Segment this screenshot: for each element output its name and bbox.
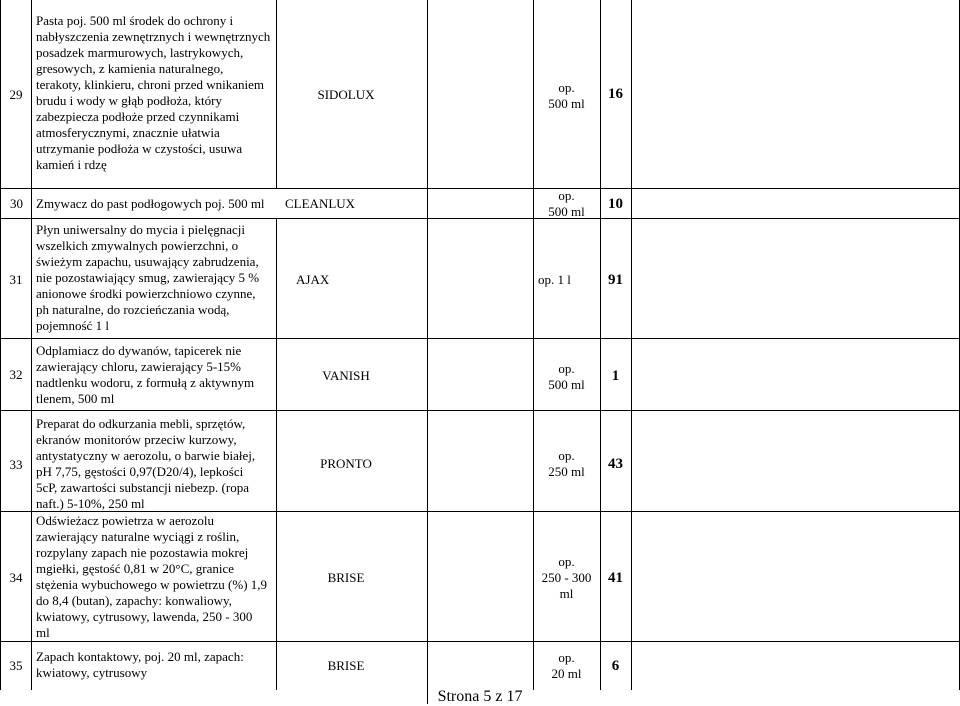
column-line bbox=[0, 0, 1, 690]
row-number: 34 bbox=[9, 570, 23, 585]
row-divider bbox=[0, 338, 960, 339]
row-description: Płyn uniwersalny do mycia i pielęgnacji wszelkich zmywalnych powierzchni, o świeżym zapachu, usuwający zabrudzenia, nie pozostawiający smug, zawierający 5 % anionowe środki powierzchniowo czynne, ph naturalne, do rozcieńczania wodą, pojemność 1 l bbox=[36, 222, 260, 333]
row-quantity: 10 bbox=[608, 196, 623, 212]
column-line bbox=[276, 218, 277, 690]
row-pack: op. 250 - 300 ml bbox=[541, 554, 592, 601]
row-number: 30 bbox=[10, 196, 23, 211]
row-description: Pasta poj. 500 ml środek do ochrony i nabłyszczenia zewnętrznych i wewnętrznych posadzek marmurowych, lastrykowych, gresowych, z kamienia naturalnego, terakoty, klinkieru, chroni przed wnikaniem brudu i wody w głąb podłoża, który zabezpiecza podłoże przed czynnikami atmosferycznymi, znacznie ułatwia utrzymanie podłoża w czystości, usuwa kamień i rdzę bbox=[36, 13, 271, 172]
row-number: 31 bbox=[9, 272, 23, 287]
row-divider bbox=[0, 641, 960, 642]
row-pack: op. 250 ml bbox=[548, 448, 585, 479]
row-divider bbox=[0, 218, 960, 219]
column-line bbox=[31, 0, 32, 690]
row-pack: op. 1 l bbox=[538, 272, 571, 287]
column-line bbox=[600, 0, 601, 690]
row-pack: op. 500 ml bbox=[548, 361, 585, 392]
row-number: 33 bbox=[9, 457, 23, 472]
row-quantity: 43 bbox=[608, 456, 623, 472]
row-quantity: 41 bbox=[608, 570, 623, 586]
row-quantity: 1 bbox=[611, 368, 620, 384]
row-pack: op. 500 ml bbox=[548, 188, 585, 219]
column-line bbox=[427, 0, 428, 704]
row-description: Zmywacz do past podłogowych poj. 500 ml bbox=[36, 196, 265, 211]
row-brand: AJAX bbox=[296, 272, 330, 287]
row-divider bbox=[0, 410, 960, 411]
row-description: Preparat do odkurzania mebli, sprzętów, ekranów monitorów przeciw kurzowy, antystatyczny w aerozolu, o barwie białej, pH 7,75, gęstości 0,97(D20/4), lepkości 5cP, zawartości substancji niebezp. (ropa naft.) 5-10%, 250 ml bbox=[36, 416, 256, 511]
row-quantity: 16 bbox=[608, 86, 623, 102]
row-brand: CLEANLUX bbox=[285, 196, 356, 211]
column-line bbox=[631, 0, 632, 690]
row-divider bbox=[0, 188, 960, 189]
row-brand: SIDOLUX bbox=[317, 87, 375, 102]
row-brand: PRONTO bbox=[320, 456, 372, 471]
row-quantity: 6 bbox=[611, 658, 620, 674]
row-pack: op. 20 ml bbox=[551, 650, 582, 681]
row-description: Odświeżacz powietrza w aerozolu zawierający naturalne wyciągi z roślin, rozpylany zapach nie pozostawia mokrej mgiełki, gęstość 0,81 w 20°C, granice stężenia wybuchowego w powietrzu (%) 1,9 do 8,4 (butan), zapachy: konwaliowy, kwiatowy, cytrusowy, lawenda, 250 - 300 ml bbox=[36, 513, 268, 640]
row-pack: op. 500 ml bbox=[548, 80, 585, 111]
row-number: 29 bbox=[9, 87, 23, 102]
page-number: Strona 5 z 17 bbox=[437, 688, 523, 705]
row-description: Odplamiacz do dywanów, tapicerek nie zawierający chloru, zawierający 5-15% nadtlenku wodoru, z formułą z aktywnym tlenem, 500 ml bbox=[36, 343, 255, 406]
row-brand: BRISE bbox=[327, 570, 365, 585]
row-number: 35 bbox=[9, 658, 23, 673]
row-brand: VANISH bbox=[322, 368, 370, 383]
row-description: Zapach kontaktowy, poj. 20 ml, zapach: kwiatowy, cytrusowy bbox=[36, 649, 244, 680]
row-number: 32 bbox=[9, 367, 23, 382]
row-brand: BRISE bbox=[327, 658, 365, 673]
row-quantity: 91 bbox=[608, 272, 623, 288]
